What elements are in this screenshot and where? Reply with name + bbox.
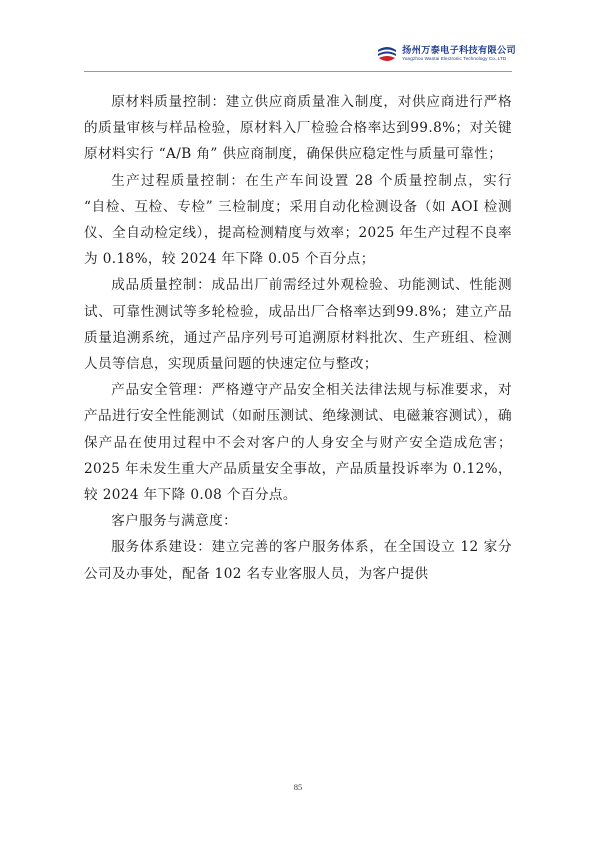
body-text xyxy=(84,89,512,587)
section-heading-customer-service: 客户服务与满意度： xyxy=(111,513,238,530)
page-number: 85 xyxy=(293,782,303,792)
paragraph-finished-product-qc: 成品质量控制：成品出厂前需经过外观检验、功能测试、性能测试、可靠性测试等多轮检验，成品出厂合格率达到99.8%；建立产品质量追溯系统，通过产品序列号可追溯原材料批次、生产班组、检测人员等信息，实现质量问题的快速定位与整改； xyxy=(84,277,512,373)
company-name-block xyxy=(402,46,516,62)
header-divider xyxy=(84,71,512,72)
company-name-en: Yangzhou Wantai Electronic Technology Co.,LTD xyxy=(402,56,507,62)
paragraph-production-qc: 生产过程质量控制：在生产车间设置 28 个质量控制点，实行 “自检、互检、专检” 三检制度；采用自动化检测设备（如 AOI 检测仪、全自动检定线），提高检测精度与效率；2025 年生产过程不良率为 0.18%，较 2024 年下降 0.05 个百分点； xyxy=(84,172,512,268)
company-logo-icon xyxy=(377,44,397,64)
paragraph-raw-material-qc: 原材料质量控制：建立供应商质量准入制度，对供应商进行严格的质量审核与样品检验，原材料入厂检验合格率达到99.8%；对关键原材料实行 “A/B 角” 供应商制度，确保供应稳定性与质量可靠性； xyxy=(84,94,512,163)
page-header xyxy=(377,44,516,64)
paragraph-service-system: 服务体系建设：建立完善的客户服务体系，在全国设立 12 家分公司及办事处，配备 102 名专业客服人员，为客户提供 xyxy=(84,539,512,582)
paragraph-product-safety: 产品安全管理：严格遵守产品安全相关法律法规与标准要求，对产品进行安全性能测试（如耐压测试、绝缘测试、电磁兼容测试），确保产品在使用过程中不会对客户的人身安全与财产安全造成危害；2025 年未发生重大产品质量安全事故，产品质量投诉率为 0.12%，较 2024 年下降 0.08 个百分点。 xyxy=(84,382,512,504)
company-name-cn: 扬州万泰电子科技有限公司 xyxy=(402,45,516,57)
